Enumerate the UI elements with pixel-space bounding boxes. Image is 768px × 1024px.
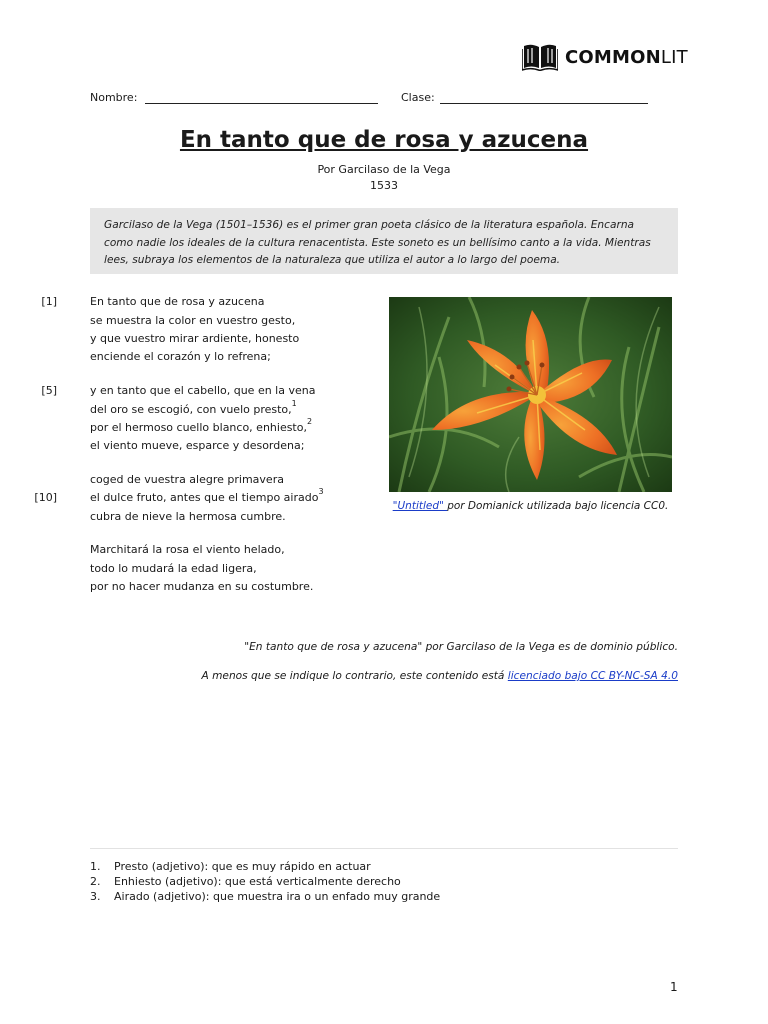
commonlit-logo [522,42,688,72]
photo-source-link[interactable]: "Untitled" [392,500,448,512]
poem-line: por el hermoso cuello blanco, enhiesto,$^2$ [90,417,313,434]
footnote-item: 1. Presto (adjetivo): que es muy rápido en actuar [90,860,371,873]
poem-line: y que vuestro mirar ardiente, honesto [90,332,300,345]
footnote-mark[interactable]: 2 [306,417,313,426]
line-number: [1] [41,295,57,308]
footnote-item: 3. Airado (adjetivo): que muestra ira o un enfado muy grande [90,890,441,903]
intro-box [90,208,678,274]
photo-caption: "Untitled" por Domianick utilizada bajo licencia CC0. [392,500,669,512]
name-label: Nombre: [90,91,138,104]
author-byline: Por Garcilaso de la Vega [317,163,451,176]
license-link[interactable]: licenciado bajo CC BY-NC-SA 4.0 [507,670,678,682]
poem-line: Marchitará la rosa el viento helado, [90,543,285,556]
poem-line: todo lo mudará la edad ligera, [90,562,257,575]
poem-line: cubra de nieve la hermosa cumbre. [90,510,286,523]
footnote-item: 2. Enhiesto (adjetivo): que está verticalmente derecho [90,875,401,888]
poem-line: y en tanto que el cabello, que en la vena [90,384,316,397]
intro-text: Garcilaso de la Vega (1501–1536) es el primer gran poeta clásico de la literatura española. Encarna como nadie los ideales de la cultura renacentista. Este soneto es un bellísimo canto a la vida. Mientras lees, subraya los elementos de la naturaleza que utiliza el autor a lo largo del poema. [104,219,651,266]
class-field-line[interactable] [440,103,648,104]
license-notice: A menos que se indique lo contrario, este contenido está licenciado bajo CC BY-NC-SA 4.0 [201,670,678,682]
page-number: 1 [670,980,678,994]
footnote-divider [90,848,678,849]
poem-line: En tanto que de rosa y azucena [90,295,265,308]
poem-line: el viento mueve, esparce y desordena; [90,439,305,452]
footnote-mark[interactable]: 3 [318,487,324,496]
class-label: Clase: [401,91,435,104]
poem-line: se muestra la color en vuestro gesto, [90,314,296,327]
line-number: [5] [41,384,57,397]
poem-line: enciende el corazón y lo refrena; [90,350,271,363]
logo-wordmark: COMMONLIT [565,46,688,68]
poem-title: En tanto que de rosa y azucena [179,127,589,153]
poem-line: coged de vuestra alegre primavera [90,473,284,486]
publication-year: 1533 [370,179,398,192]
name-field-line[interactable] [145,103,378,104]
poem-line: el dulce fruto, antes que el tiempo airado$^3$ [90,487,324,504]
lily-photo [389,297,672,492]
poem-line: por no hacer mudanza en su costumbre. [90,580,314,593]
poem-line: del oro se escogió, con vuelo presto,$^1$ [90,399,297,416]
line-number: [10] [34,491,57,504]
footnote-mark[interactable]: 1 [291,399,297,408]
open-book-icon [522,43,558,71]
public-domain-notice: "En tanto que de rosa y azucena" por Garcilaso de la Vega es de dominio público. [244,641,678,653]
